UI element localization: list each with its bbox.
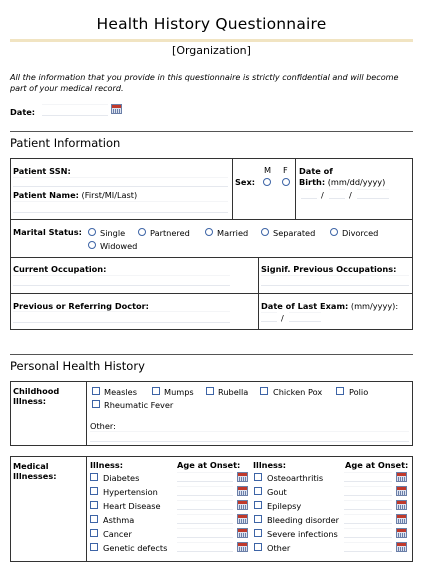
- illness-hypertension-label: Hypertension: [103, 487, 158, 497]
- table-row-divider: [10, 293, 413, 294]
- dob-hint: (mm/dd/yyyy): [327, 177, 386, 187]
- marital-widowed-radio[interactable]: [88, 241, 96, 249]
- table-column-divider: [232, 158, 233, 219]
- medical-label-2: Illnesses:: [13, 471, 57, 481]
- organization-name: [Organization]: [172, 44, 251, 57]
- marital-separated-label: Separated: [273, 228, 316, 238]
- page-title: Health History Questionnaire: [96, 15, 327, 33]
- childhood-label-2: Illness:: [13, 396, 47, 406]
- childhood-rheumatic-fever-checkbox[interactable]: [92, 400, 100, 408]
- name-hint: (First/MI/Last): [81, 190, 138, 200]
- illness-heart-disease-label: Heart Disease: [103, 501, 161, 511]
- current-occupation-label: Current Occupation:: [13, 264, 107, 274]
- childhood-other-label: Other:: [90, 421, 116, 431]
- calendar-icon[interactable]: [237, 514, 248, 524]
- onset-header-left: Age at Onset:: [177, 460, 241, 470]
- table-column-divider: [258, 257, 259, 330]
- childhood-label: Childhood: [13, 386, 60, 396]
- illness-severe-infections-checkbox[interactable]: [254, 529, 262, 537]
- childhood-chicken-pox-label: Chicken Pox: [273, 387, 323, 397]
- name-label-group: [13, 190, 137, 200]
- illness-osteoarthritis-checkbox[interactable]: [254, 473, 262, 481]
- childhood-chicken-pox-checkbox[interactable]: [260, 387, 268, 395]
- table-column-divider: [86, 381, 87, 446]
- ssn-input[interactable]: [13, 177, 228, 187]
- illness-heart-disease-onset-input[interactable]: [177, 500, 233, 510]
- marital-divorced-radio[interactable]: [330, 228, 338, 236]
- childhood-measles-label: Measles: [104, 387, 137, 397]
- illness-other-onset-input[interactable]: [344, 542, 392, 552]
- illness-gout-label: Gout: [267, 487, 287, 497]
- illness-hypertension-onset-input[interactable]: [177, 486, 233, 496]
- name-label: Patient Name:: [13, 190, 79, 200]
- section-divider: [10, 131, 413, 132]
- dob-label-2: Birth:: [299, 177, 326, 187]
- date-input[interactable]: [42, 104, 108, 116]
- sex-m-label: M: [264, 165, 272, 175]
- last-exam-label-group: [261, 301, 398, 311]
- sex-f-radio[interactable]: [282, 178, 290, 186]
- calendar-icon[interactable]: [237, 472, 248, 482]
- table-row-divider: [10, 219, 413, 220]
- title-divider: [10, 39, 413, 42]
- marital-married-radio[interactable]: [205, 228, 213, 236]
- date-label: Date:: [10, 107, 36, 117]
- calendar-icon[interactable]: [237, 528, 248, 538]
- childhood-polio-label: Polio: [349, 387, 369, 397]
- last-exam-month-input[interactable]: [261, 312, 277, 322]
- calendar-icon[interactable]: [396, 542, 407, 552]
- childhood-polio-checkbox[interactable]: [336, 387, 344, 395]
- illness-epilepsy-onset-input[interactable]: [344, 500, 392, 510]
- illness-epilepsy-label: Epilepsy: [267, 501, 302, 511]
- illness-bleeding-disorder-checkbox[interactable]: [254, 515, 262, 523]
- illness-diabetes-label: Diabetes: [103, 473, 140, 483]
- childhood-rheumatic-fever-label: Rheumatic Fever: [104, 400, 174, 410]
- childhood-measles-checkbox[interactable]: [92, 387, 100, 395]
- childhood-mumps-label: Mumps: [164, 387, 194, 397]
- sex-m-radio[interactable]: [263, 178, 271, 186]
- personal-history-heading: Personal Health History: [10, 359, 145, 373]
- illness-heart-disease-checkbox[interactable]: [90, 501, 98, 509]
- illness-epilepsy-checkbox[interactable]: [254, 501, 262, 509]
- illness-bleeding-disorder-onset-input[interactable]: [344, 514, 392, 524]
- dob-slash: /: [349, 190, 352, 200]
- illness-hypertension-checkbox[interactable]: [90, 487, 98, 495]
- illness-diabetes-checkbox[interactable]: [90, 473, 98, 481]
- medical-label: Medical: [13, 461, 49, 471]
- illness-asthma-checkbox[interactable]: [90, 515, 98, 523]
- dob-label: Date of: [299, 166, 333, 176]
- table-column-divider: [295, 158, 296, 219]
- dob-label-group: [299, 177, 385, 187]
- last-exam-label: Date of Last Exam:: [261, 301, 349, 311]
- marital-status-label: Marital Status:: [13, 227, 82, 237]
- illness-osteoarthritis-label: Osteoarthritis: [267, 473, 324, 483]
- calendar-icon[interactable]: [396, 500, 407, 510]
- calendar-icon[interactable]: [396, 486, 407, 496]
- illness-diabetes-onset-input[interactable]: [177, 472, 233, 482]
- illness-genetic-defects-label: Genetic defects: [103, 543, 168, 553]
- last-exam-year-input[interactable]: [289, 312, 321, 322]
- marital-separated-radio[interactable]: [261, 228, 269, 236]
- illness-cancer-onset-input[interactable]: [177, 528, 233, 538]
- illness-cancer-checkbox[interactable]: [90, 529, 98, 537]
- dob-day-input[interactable]: [329, 189, 345, 199]
- calendar-icon[interactable]: [396, 472, 407, 482]
- calendar-icon[interactable]: [396, 514, 407, 524]
- table-row-divider: [10, 257, 413, 258]
- illness-other-label: Other: [267, 543, 291, 553]
- previous-occupations-input[interactable]: [261, 275, 409, 286]
- sex-f-label: F: [283, 165, 288, 175]
- illness-gout-onset-input[interactable]: [344, 486, 392, 496]
- last-exam-slash: /: [281, 313, 284, 323]
- marital-widowed-label: Widowed: [100, 241, 138, 251]
- childhood-other-input[interactable]: [90, 431, 409, 442]
- onset-header-right: Age at Onset:: [345, 460, 409, 470]
- illness-severe-infections-label: Severe infections: [267, 529, 338, 539]
- illness-gout-checkbox[interactable]: [254, 487, 262, 495]
- calendar-icon[interactable]: [111, 104, 122, 114]
- childhood-rubella-label: Rubella: [218, 387, 249, 397]
- illness-header-right: Illness:: [253, 460, 287, 470]
- calendar-icon[interactable]: [396, 528, 407, 538]
- dob-slash: /: [321, 190, 324, 200]
- patient-info-heading: Patient Information: [10, 136, 121, 150]
- sex-label: Sex:: [235, 177, 256, 187]
- last-exam-hint: (mm/yyyy):: [350, 301, 399, 311]
- illness-asthma-onset-input[interactable]: [177, 514, 233, 524]
- confidentiality-notice: All the information that you provide in this questionnaire is strictly confidential and will become part of your medical record.: [10, 72, 399, 93]
- illness-genetic-defects-checkbox[interactable]: [90, 543, 98, 551]
- previous-occupations-label: Signif. Previous Occupations:: [261, 264, 397, 274]
- marital-divorced-label: Divorced: [342, 228, 379, 238]
- marital-single-radio[interactable]: [88, 228, 96, 236]
- name-input[interactable]: [13, 201, 228, 213]
- section-divider: [10, 354, 413, 355]
- illness-cancer-label: Cancer: [103, 529, 132, 539]
- illness-osteoarthritis-onset-input[interactable]: [344, 472, 392, 482]
- current-occupation-input[interactable]: [13, 275, 230, 286]
- illness-header-left: Illness:: [90, 460, 124, 470]
- marital-single-label: Single: [100, 228, 126, 238]
- childhood-mumps-checkbox[interactable]: [152, 387, 160, 395]
- illness-bleeding-disorder-label: Bleeding disorder: [267, 515, 339, 525]
- dob-year-input[interactable]: [357, 189, 389, 199]
- marital-married-label: Married: [217, 228, 249, 238]
- illness-severe-infections-onset-input[interactable]: [344, 528, 392, 538]
- calendar-icon[interactable]: [237, 500, 248, 510]
- calendar-icon[interactable]: [237, 486, 248, 496]
- ssn-label: Patient SSN:: [13, 166, 71, 176]
- calendar-icon[interactable]: [237, 542, 248, 552]
- marital-partnered-radio[interactable]: [138, 228, 146, 236]
- marital-partnered-label: Partnered: [150, 228, 190, 238]
- dob-month-input[interactable]: [301, 189, 317, 199]
- illness-asthma-label: Asthma: [103, 515, 135, 525]
- illness-other-checkbox[interactable]: [254, 543, 262, 551]
- childhood-rubella-checkbox[interactable]: [206, 387, 214, 395]
- table-column-divider: [86, 456, 87, 562]
- illness-genetic-defects-onset-input[interactable]: [177, 542, 233, 552]
- referring-doctor-label: Previous or Referring Doctor:: [13, 301, 149, 311]
- referring-doctor-input[interactable]: [13, 311, 230, 323]
